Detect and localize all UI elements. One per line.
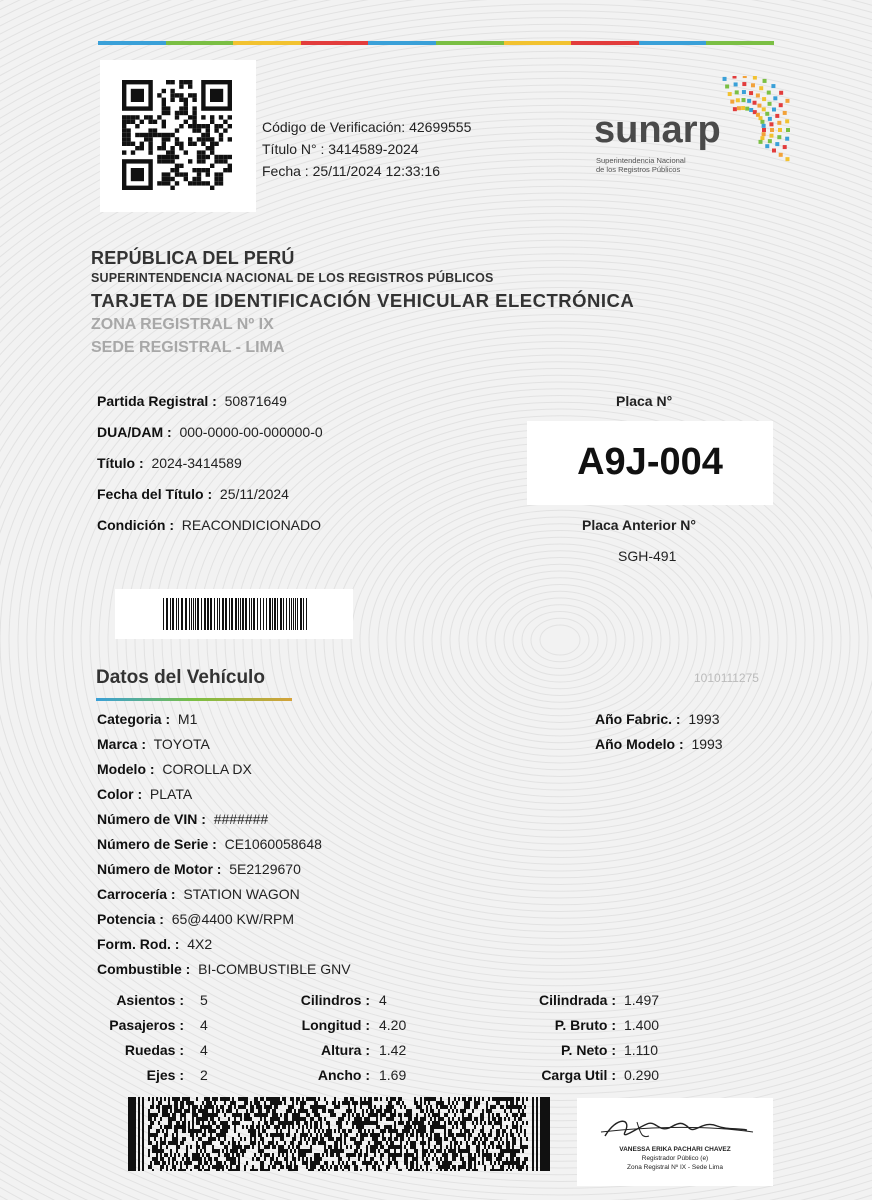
vehicle-field: Combustible : BI-COMBUSTIBLE GNV	[97, 961, 351, 977]
spec-label: P. Neto :	[561, 1042, 616, 1058]
spec-label: P. Bruto :	[554, 1017, 616, 1033]
registro-row: Partida Registral : 50871649	[97, 393, 287, 409]
placa-label: Placa N°	[616, 393, 673, 409]
spec-label: Longitud :	[301, 1017, 370, 1033]
spec-value: 5	[200, 992, 208, 1008]
verification-fecha: Fecha : 25/11/2024 12:33:16	[262, 163, 440, 179]
section-title-vehiculo: Datos del Vehículo	[96, 667, 265, 688]
sunarp-burst-icon	[590, 76, 790, 186]
svg-text:de los Registros Públicos: de los Registros Públicos	[596, 165, 681, 174]
verification-code: Código de Verificación: 42699555	[262, 119, 472, 135]
document-title: TARJETA DE IDENTIFICACIÓN VEHICULAR ELECTRÓNICA	[91, 290, 635, 311]
vehicle-field: Form. Rod. : 4X2	[97, 936, 213, 952]
sunarp-logo	[590, 76, 790, 186]
vehicle-field: Número de Motor : 5E2129670	[97, 861, 301, 877]
agency-title: SUPERINTENDENCIA NACIONAL DE LOS REGISTROS PÚBLICOS	[91, 271, 494, 285]
spec-value: 4	[200, 1017, 208, 1033]
registro-row: Condición : REACONDICIONADO	[97, 517, 322, 533]
spec-label: Ejes :	[146, 1067, 184, 1083]
color-stripe	[98, 41, 774, 45]
section-underline	[96, 698, 292, 701]
spec-label: Carga Util :	[541, 1067, 616, 1083]
vehicle-field: Modelo : COROLLA DX	[97, 761, 252, 777]
country-title: REPÚBLICA DEL PERÚ	[91, 248, 295, 268]
anio-fabric: Año Fabric. : 1993	[595, 711, 720, 727]
placa-anterior-value: SGH-491	[618, 548, 677, 564]
spec-label: Ruedas :	[124, 1042, 184, 1058]
verification-titulo: Título N° : 3414589-2024	[262, 141, 419, 157]
svg-text:Superintendencia Nacional: Superintendencia Nacional	[596, 156, 686, 165]
spec-label: Pasajeros :	[109, 1017, 184, 1033]
spec-label: Altura :	[321, 1042, 370, 1058]
placa-number: A9J-004	[577, 441, 723, 483]
vehicle-field: Número de VIN : #######	[97, 811, 269, 827]
registro-row: Título : 2024-3414589	[97, 455, 242, 471]
svg-text:sunarp: sunarp	[594, 109, 721, 151]
signature-box	[577, 1098, 773, 1186]
vehicle-field: Color : PLATA	[97, 786, 193, 802]
vehicle-code: 1010111275	[694, 671, 759, 685]
spec-value: 1.400	[624, 1017, 660, 1033]
spec-value: 4.20	[379, 1017, 407, 1033]
spec-label: Asientos :	[116, 992, 184, 1008]
signature-text: VANESSA ERIKA PACHARI CHAVEZ Registrador Público (e) Zona Registral Nº IX - Sede Lima	[619, 1146, 731, 1171]
signature-scribble-icon	[577, 1098, 773, 1148]
spec-value: 1.42	[379, 1042, 407, 1058]
spec-label: Cilindros :	[300, 992, 370, 1008]
vehicle-field: Potencia : 65@4400 KW/RPM	[97, 911, 295, 927]
vehicle-field: Marca : TOYOTA	[97, 736, 210, 752]
spec-value: 4	[379, 992, 387, 1008]
barcode	[115, 589, 353, 639]
spec-label: Cilindrada :	[538, 992, 616, 1008]
registro-row: DUA/DAM : 000-0000-00-000000-0	[97, 424, 323, 440]
spec-value: 0.290	[624, 1067, 660, 1083]
vehicle-field: Categoria : M1	[97, 711, 198, 727]
qr-code	[100, 60, 256, 212]
vehicle-field: Número de Serie : CE1060058648	[97, 836, 322, 852]
spec-label: Ancho :	[317, 1067, 370, 1083]
spec-value: 4	[200, 1042, 208, 1058]
spec-value: 1.497	[624, 992, 660, 1008]
spec-value: 1.69	[379, 1067, 407, 1083]
placa-anterior-label: Placa Anterior N°	[582, 517, 697, 533]
vehicle-field: Carrocería : STATION WAGON	[97, 886, 300, 902]
zona-registral: ZONA REGISTRAL Nº IX	[91, 316, 274, 333]
spec-value: 2	[200, 1067, 208, 1083]
verification-block	[262, 116, 471, 182]
registro-row: Fecha del Título : 25/11/2024	[97, 486, 289, 502]
spec-value: 1.110	[624, 1042, 658, 1058]
pdf417-barcode	[128, 1097, 550, 1171]
anio-modelo: Año Modelo : 1993	[595, 736, 723, 752]
sede-registral: SEDE REGISTRAL - LIMA	[91, 339, 285, 356]
